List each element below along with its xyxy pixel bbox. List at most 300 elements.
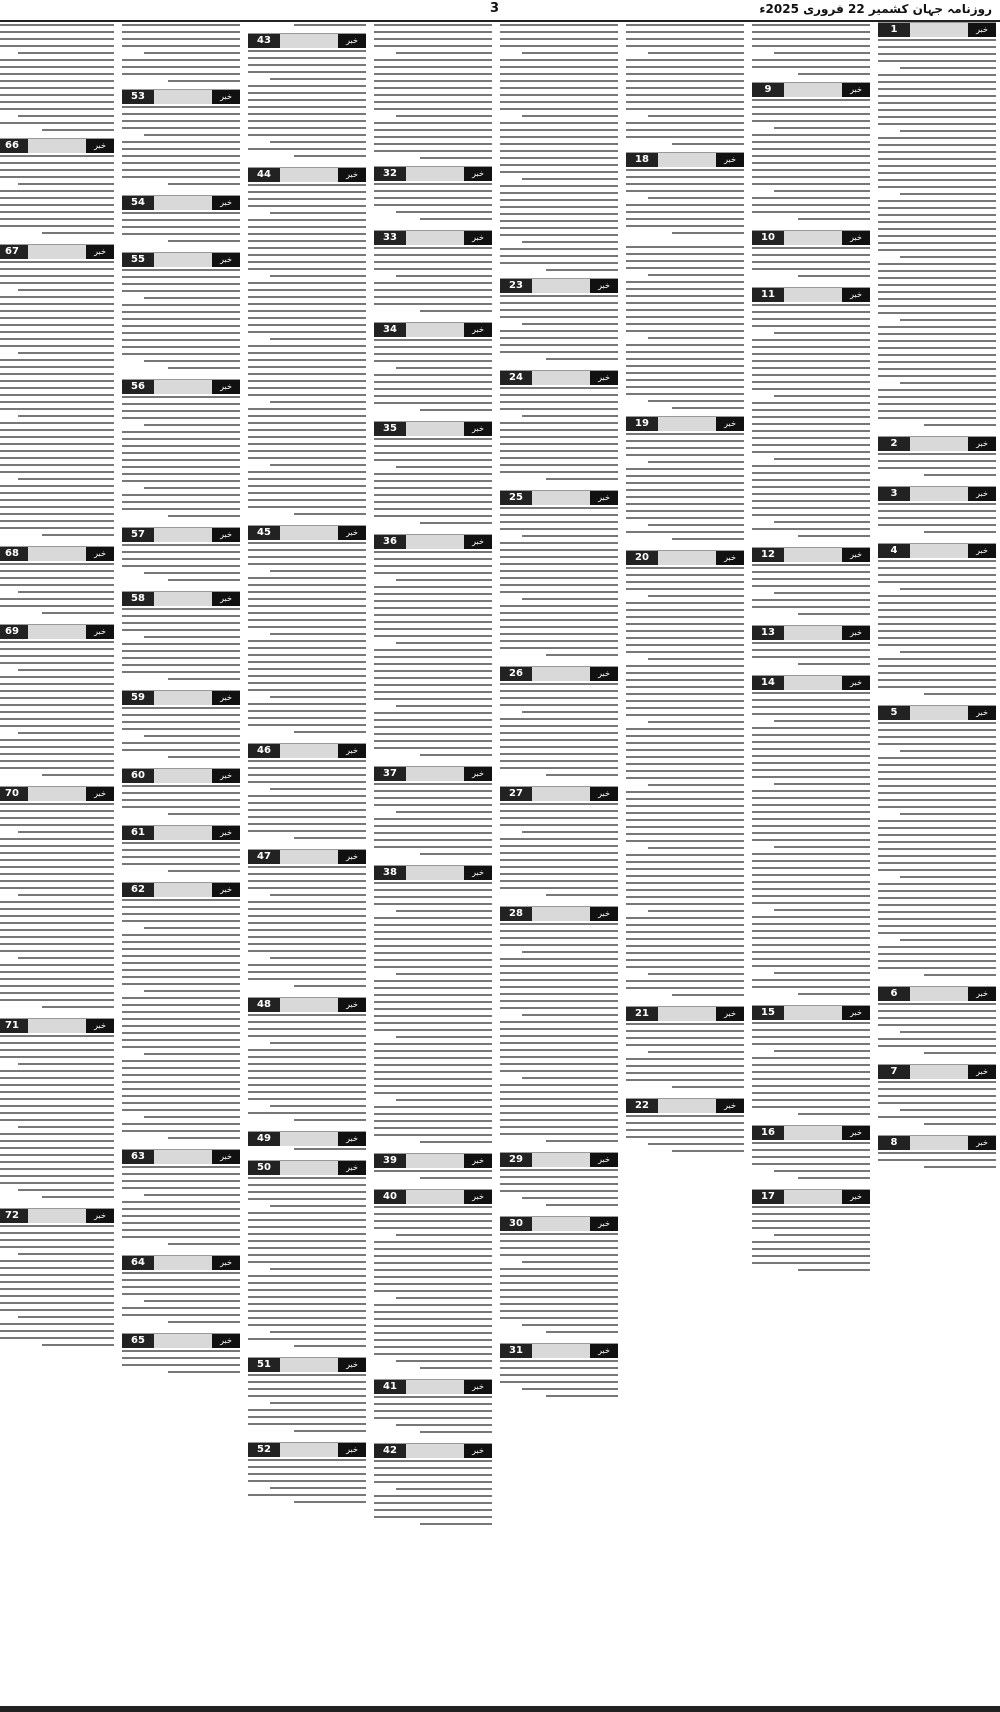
text-line (752, 1022, 870, 1024)
text-line (878, 354, 996, 356)
news-item-body (626, 1115, 744, 1152)
text-line (248, 282, 366, 284)
text-line (878, 672, 996, 674)
text-line (248, 1303, 366, 1305)
text-line (626, 756, 744, 758)
text-line (374, 1304, 492, 1306)
text-line (122, 106, 240, 108)
text-line (878, 1010, 996, 1012)
text-line (0, 80, 114, 82)
text-line (0, 950, 114, 952)
news-item-header (248, 743, 366, 758)
text-line (0, 1309, 114, 1311)
text-line (626, 440, 744, 442)
news-item-header (878, 486, 996, 501)
text-line (798, 73, 870, 75)
text-line (500, 387, 618, 389)
text-line (752, 656, 870, 658)
text-line (374, 1248, 492, 1250)
text-line (500, 556, 618, 558)
news-item (374, 1153, 492, 1184)
text-line (878, 460, 996, 462)
text-line (0, 190, 114, 192)
news-item-number: 67 (0, 245, 28, 259)
text-line (752, 486, 870, 488)
text-line (0, 162, 114, 164)
text-line (374, 952, 492, 954)
text-line (270, 1205, 366, 1207)
news-item (248, 33, 366, 162)
text-line (500, 309, 618, 311)
text-line (752, 818, 870, 820)
text-line (500, 725, 618, 727)
text-line (500, 1240, 618, 1242)
text-line (878, 827, 996, 829)
text-line (122, 1018, 240, 1020)
text-line (752, 211, 870, 213)
news-item-body (122, 24, 240, 82)
text-line (626, 938, 744, 940)
text-line (626, 45, 744, 47)
news-item-body (374, 247, 492, 312)
text-line (546, 1140, 618, 1142)
text-line (798, 275, 870, 277)
text-line (878, 88, 996, 90)
text-line (374, 261, 492, 263)
text-line (878, 179, 996, 181)
text-line (626, 896, 744, 898)
text-line (522, 598, 618, 600)
news-item (0, 138, 114, 239)
news-item-tag: خبر (338, 168, 366, 182)
text-line (248, 1240, 366, 1242)
news-item-body (374, 438, 492, 524)
text-line (648, 400, 744, 402)
text-line (878, 333, 996, 335)
news-item-header (500, 1343, 618, 1358)
text-line (374, 438, 492, 440)
news-item-number: 70 (0, 787, 28, 801)
news-item-body (500, 295, 618, 360)
text-line (248, 1233, 366, 1235)
text-line (626, 959, 744, 961)
news-item-body (374, 183, 492, 220)
text-line (122, 494, 240, 496)
text-line (626, 1072, 744, 1074)
text-line (648, 721, 744, 723)
news-item (248, 849, 366, 992)
text-line (752, 472, 870, 474)
text-line (0, 401, 114, 403)
text-line (752, 944, 870, 946)
news-item-header (248, 997, 366, 1012)
text-line (374, 726, 492, 728)
text-line (752, 528, 870, 530)
text-line (626, 323, 744, 325)
text-line (270, 570, 366, 572)
text-line (0, 570, 114, 572)
text-line (144, 927, 240, 929)
text-line (878, 932, 996, 934)
news-item-header (626, 1098, 744, 1113)
text-line (374, 1241, 492, 1243)
text-line (0, 922, 114, 924)
text-line (396, 642, 492, 644)
text-line (122, 353, 240, 355)
text-line (144, 1300, 240, 1302)
text-line (122, 473, 240, 475)
text-line (500, 817, 618, 819)
text-line (248, 795, 366, 797)
text-line (122, 1229, 240, 1231)
text-line (374, 80, 492, 82)
news-item (122, 527, 240, 586)
text-line (626, 204, 744, 206)
text-line (374, 931, 492, 933)
text-line (248, 915, 366, 917)
text-line (752, 1262, 870, 1264)
text-line (752, 318, 870, 320)
text-line (248, 289, 366, 291)
text-line (168, 870, 240, 872)
news-item-body (122, 1350, 240, 1373)
text-line (878, 679, 996, 681)
text-line (270, 464, 366, 466)
text-line (248, 240, 366, 242)
text-line (752, 649, 870, 651)
text-line (752, 430, 870, 432)
text-line (500, 1007, 618, 1009)
text-line (752, 1241, 870, 1243)
text-line (500, 220, 618, 222)
text-line (0, 155, 114, 157)
news-item (878, 486, 996, 538)
news-item-tag: خبر (842, 1126, 870, 1140)
text-line (122, 403, 240, 405)
news-item-body (374, 882, 492, 1143)
text-line (500, 429, 618, 431)
text-line (374, 247, 492, 249)
text-line (774, 1050, 870, 1052)
text-line (648, 1143, 744, 1145)
text-line (122, 1293, 240, 1295)
text-line (0, 584, 114, 586)
text-line (18, 1126, 114, 1128)
text-line (878, 403, 996, 405)
news-item-body (752, 24, 870, 75)
text-line (374, 494, 492, 496)
news-item-header (374, 534, 492, 549)
news-item-body (500, 683, 618, 776)
text-line (168, 367, 240, 369)
text-line (248, 85, 366, 87)
text-line (270, 1331, 366, 1333)
text-line (878, 375, 996, 377)
news-item-header (374, 1189, 492, 1204)
text-line (878, 109, 996, 111)
text-line (924, 693, 996, 695)
text-line (878, 1081, 996, 1083)
text-line (122, 325, 240, 327)
text-line (122, 1032, 240, 1034)
text-line (626, 24, 744, 26)
text-line (878, 95, 996, 97)
text-line (374, 924, 492, 926)
text-line (122, 148, 240, 150)
text-line (626, 728, 744, 730)
text-line (672, 1150, 744, 1152)
text-line (626, 253, 744, 255)
text-line (500, 316, 618, 318)
text-line (0, 1140, 114, 1142)
text-line (752, 113, 870, 115)
text-line (878, 862, 996, 864)
text-line (626, 517, 744, 519)
text-line (626, 365, 744, 367)
text-line (294, 731, 366, 733)
text-line (752, 409, 870, 411)
news-item (374, 865, 492, 1148)
text-line (374, 204, 492, 206)
text-line (0, 676, 114, 678)
text-line (878, 74, 996, 76)
text-line (374, 994, 492, 996)
news-item-number: 42 (374, 1444, 406, 1458)
text-line (752, 1142, 870, 1144)
text-line (522, 1261, 618, 1263)
text-line (248, 380, 366, 382)
news-item-body (878, 722, 996, 976)
news-item-tag: خبر (590, 279, 618, 293)
text-line (752, 578, 870, 580)
text-line (122, 962, 240, 964)
text-line (18, 1189, 114, 1191)
text-line (0, 908, 114, 910)
text-line (248, 703, 366, 705)
text-line (122, 233, 240, 235)
text-line (878, 946, 996, 948)
news-item-tag: خبر (86, 139, 114, 153)
text-line (374, 1008, 492, 1010)
text-line (374, 698, 492, 700)
text-line (752, 881, 870, 883)
text-line (626, 665, 744, 667)
text-line (626, 581, 744, 583)
text-line (248, 873, 366, 875)
text-line (248, 352, 366, 354)
text-line (522, 535, 618, 537)
text-line (500, 213, 618, 215)
text-line (248, 556, 366, 558)
text-line (122, 1025, 240, 1027)
text-line (626, 129, 744, 131)
text-line (18, 732, 114, 734)
news-item (500, 1152, 618, 1211)
news-item-body (248, 50, 366, 157)
text-line (374, 551, 492, 553)
text-line (752, 867, 870, 869)
news-item-header (122, 195, 240, 210)
text-line (42, 1006, 114, 1008)
text-line (752, 514, 870, 516)
text-line (374, 1001, 492, 1003)
text-line (420, 409, 492, 411)
text-line (500, 401, 618, 403)
text-line (248, 1261, 366, 1263)
text-line (374, 197, 492, 199)
text-line (122, 1307, 240, 1309)
text-line (878, 764, 996, 766)
text-line (374, 790, 492, 792)
news-item-body (374, 1170, 492, 1179)
text-line (374, 31, 492, 33)
text-line (626, 791, 744, 793)
news-item-header (374, 421, 492, 436)
news-item-header (122, 379, 240, 394)
text-line (878, 298, 996, 300)
text-line (500, 1247, 618, 1249)
text-line (626, 496, 744, 498)
text-line (500, 295, 618, 297)
text-line (374, 959, 492, 961)
news-item-header (122, 1333, 240, 1348)
text-line (878, 869, 996, 871)
text-line (374, 987, 492, 989)
text-line (878, 1159, 996, 1161)
text-line (500, 626, 618, 628)
text-line (500, 192, 618, 194)
news-item-number: 1 (878, 23, 910, 37)
text-line (248, 591, 366, 593)
text-line (248, 443, 366, 445)
text-line (0, 520, 114, 522)
text-line (42, 232, 114, 234)
text-line (900, 1031, 996, 1033)
text-line (248, 577, 366, 579)
text-line (248, 908, 366, 910)
text-line (0, 66, 114, 68)
text-line (626, 1044, 744, 1046)
text-line (500, 1289, 618, 1291)
text-line (294, 1345, 366, 1347)
text-line (0, 197, 114, 199)
text-line (878, 144, 996, 146)
news-item-body (752, 1206, 870, 1271)
news-item (248, 1442, 366, 1508)
news-item-tag: خبر (212, 769, 240, 783)
text-line (752, 888, 870, 890)
text-line (374, 783, 492, 785)
news-item-header (248, 1131, 366, 1146)
text-line (626, 693, 744, 695)
text-line (0, 697, 114, 699)
text-line (0, 753, 114, 755)
text-line (248, 506, 366, 508)
text-line (248, 809, 366, 811)
text-line (648, 115, 744, 117)
text-line (752, 1071, 870, 1073)
text-line (546, 1331, 618, 1333)
text-line (168, 678, 240, 680)
text-line (626, 316, 744, 318)
text-line (752, 155, 870, 157)
text-line (122, 558, 240, 560)
text-line (500, 760, 618, 762)
text-line (122, 1039, 240, 1041)
news-item-body (0, 1225, 114, 1346)
text-line (626, 861, 744, 863)
text-line (878, 165, 996, 167)
text-line (396, 1036, 492, 1038)
text-line (374, 508, 492, 510)
masthead (0, 0, 1000, 22)
text-line (0, 268, 114, 270)
text-line (374, 1467, 492, 1469)
text-line (500, 457, 618, 459)
text-line (500, 45, 618, 47)
text-line (774, 592, 870, 594)
text-line (122, 622, 240, 624)
news-item-number: 32 (374, 167, 406, 181)
text-line (248, 1077, 366, 1079)
news-item-number: 19 (626, 417, 658, 431)
text-line (0, 345, 114, 347)
text-line (0, 1049, 114, 1051)
text-line (878, 200, 996, 202)
text-line (122, 459, 240, 461)
text-line (122, 1222, 240, 1224)
news-item-tag: خبر (716, 551, 744, 565)
news-item-body (122, 396, 240, 517)
text-line (144, 990, 240, 992)
text-line (0, 45, 114, 47)
text-line (396, 973, 492, 975)
text-line (0, 648, 114, 650)
text-line (878, 848, 996, 850)
text-line (626, 330, 744, 332)
news-item-tag: خبر (842, 548, 870, 562)
text-line (374, 183, 492, 185)
text-line (294, 155, 366, 157)
news-item-number: 46 (248, 744, 280, 758)
text-line (878, 524, 996, 526)
text-line (374, 691, 492, 693)
text-line (248, 127, 366, 129)
text-line (878, 623, 996, 625)
news-item-tag: خبر (716, 1007, 744, 1021)
text-line (122, 66, 240, 68)
text-line (0, 817, 114, 819)
text-line (168, 1137, 240, 1139)
text-line (0, 1056, 114, 1058)
news-item (248, 167, 366, 520)
text-line (626, 567, 744, 569)
news-item-number: 65 (122, 1334, 154, 1348)
text-line (900, 67, 996, 69)
text-line (752, 346, 870, 348)
text-line (248, 219, 366, 221)
news-item-number: 48 (248, 998, 280, 1012)
text-line (500, 248, 618, 250)
news-item-header (248, 1357, 366, 1372)
text-line (626, 183, 744, 185)
text-line (878, 665, 996, 667)
text-line (500, 965, 618, 967)
text-line (248, 922, 366, 924)
text-line (752, 120, 870, 122)
text-line (0, 1281, 114, 1283)
news-item (122, 89, 240, 190)
